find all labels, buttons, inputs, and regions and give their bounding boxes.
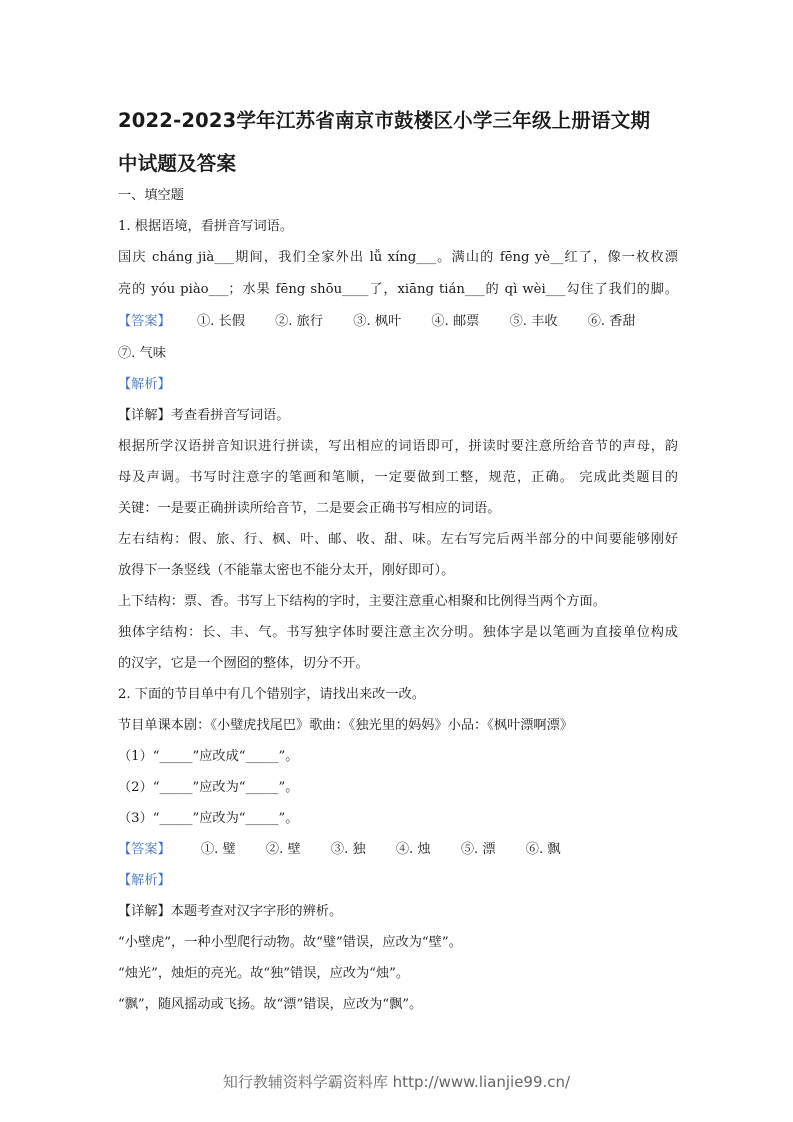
detail-text: 本题考查对汉字字形的辨析。 bbox=[170, 904, 343, 919]
q1-para1-line-2: 母及声调。书写时注意字的笔画和笔顺，一定要做到工整，规范，正确。 完成此类题目的 bbox=[118, 470, 678, 485]
q2-detail bbox=[118, 903, 678, 921]
q2-answer-4: ④. 烛 bbox=[395, 842, 431, 857]
q2-blank-1: （1）“_____”应改成“_____”。 bbox=[118, 749, 299, 764]
page-title-line-2: 中试题及答案 bbox=[118, 152, 237, 175]
q2-answer-3: ③. 独 bbox=[330, 842, 366, 857]
q1-text-line-1: 国庆 cháng jià___期间，我们全家外出 lǚ xíng___。满山的 fēng yè__红了，像一枚枚漂 bbox=[118, 250, 678, 265]
q1-answer-4: ④. 邮票 bbox=[431, 314, 480, 329]
q1-para4-line-1: 独体字结构：长、丰、气。书写独字体时要注意主次分明。独体字是以笔画为直接单位构成 bbox=[118, 625, 678, 640]
q1-para2-line-1: 左右结构：假、旅、行、枫、叶、邮、收、甜、味。左右写完后两半部分的中间要能够刚好 bbox=[118, 532, 678, 547]
answer-tag: 【答案】 bbox=[118, 314, 171, 329]
q1-analysis-tag: 【解析】 bbox=[118, 377, 171, 392]
q2-answer-2: ②. 壁 bbox=[265, 842, 301, 857]
q2-answer-row bbox=[118, 841, 678, 859]
q2-answer-1: ①. 璧 bbox=[200, 842, 236, 857]
q1-detail bbox=[118, 407, 678, 425]
q1-para1-line-1: 根据所学汉语拼音知识进行拼读，写出相应的词语即可，拼读时要注意所给音节的声母，韵 bbox=[118, 439, 678, 454]
q2-explanation-3: “飘”，随风摇动或飞扬。故“漂”错误，应改为“飘”。 bbox=[118, 997, 423, 1012]
q1-prompt: 1. 根据语境，看拼音写词语。 bbox=[118, 219, 294, 234]
q2-explanation-1: “小壁虎”，一种小型爬行动物。故“璧”错误，应改为“壁”。 bbox=[118, 935, 462, 950]
answer-tag: 【答案】 bbox=[118, 842, 171, 857]
q1-text-line-2: 亮的 yóu piào___；水果 fēng shōu____了，xiāng tián___的 qì wèi___勾住了我们的脚。 bbox=[118, 282, 678, 297]
q2-analysis-tag: 【解析】 bbox=[118, 873, 171, 888]
q1-para3-line-1: 上下结构：票、香。书写上下结构的字时，主要注意重心相聚和比例得当两个方面。 bbox=[118, 594, 606, 609]
section-heading: 一、填空题 bbox=[118, 188, 184, 203]
q1-answer-3: ③. 枫叶 bbox=[353, 314, 402, 329]
footer-watermark: 知行教辅资料学霸资料库 http://www.lianjie99.cn/ bbox=[222, 1073, 571, 1091]
q2-program-list: 节目单课本剧：《小璧虎找尾巴》歌曲：《独光里的妈妈》小品：《枫叶漂啊漂》 bbox=[118, 718, 573, 733]
q1-answer-row bbox=[118, 313, 678, 331]
q1-answer-1: ①. 长假 bbox=[196, 314, 245, 329]
q1-answer-2: ②. 旅行 bbox=[275, 314, 324, 329]
q1-answer-7: ⑦. 气味 bbox=[118, 346, 166, 361]
q2-prompt: 2. 下面的节目单中有几个错别字，请找出来改一改。 bbox=[118, 687, 425, 702]
q1-para4-line-2: 的汉字，它是一个囫囵的整体，切分不开。 bbox=[118, 656, 369, 671]
q1-para2-line-2: 放得下一条竖线（不能靠太密也不能分太开，刚好即可）。 bbox=[118, 563, 455, 578]
q2-blank-3: （3）“_____”应改为“_____”。 bbox=[118, 811, 299, 826]
detail-tag: 【详解】 bbox=[118, 904, 171, 919]
q1-answer-5: ⑤. 丰收 bbox=[509, 314, 558, 329]
q2-blank-2: （2）“_____”应改为“_____”。 bbox=[118, 780, 299, 795]
detail-tag: 【详解】 bbox=[118, 408, 171, 423]
q1-para1-line-3: 关键：一是要正确拼读所给音节，二是要会正确书写相应的词语。 bbox=[118, 501, 501, 516]
q2-explanation-2: “烛光”，烛炬的亮光。故“独”错误，应改为“烛”。 bbox=[118, 966, 410, 981]
q2-answer-6: ⑥. 飘 bbox=[525, 842, 561, 857]
q1-answer-6: ⑥. 香甜 bbox=[587, 314, 636, 329]
detail-text: 考查看拼音写词语。 bbox=[170, 408, 290, 423]
page-title-line-1: 2022-2023学年江苏省南京市鼓楼区小学三年级上册语文期 bbox=[118, 109, 651, 132]
q2-answer-5: ⑤. 漂 bbox=[460, 842, 496, 857]
